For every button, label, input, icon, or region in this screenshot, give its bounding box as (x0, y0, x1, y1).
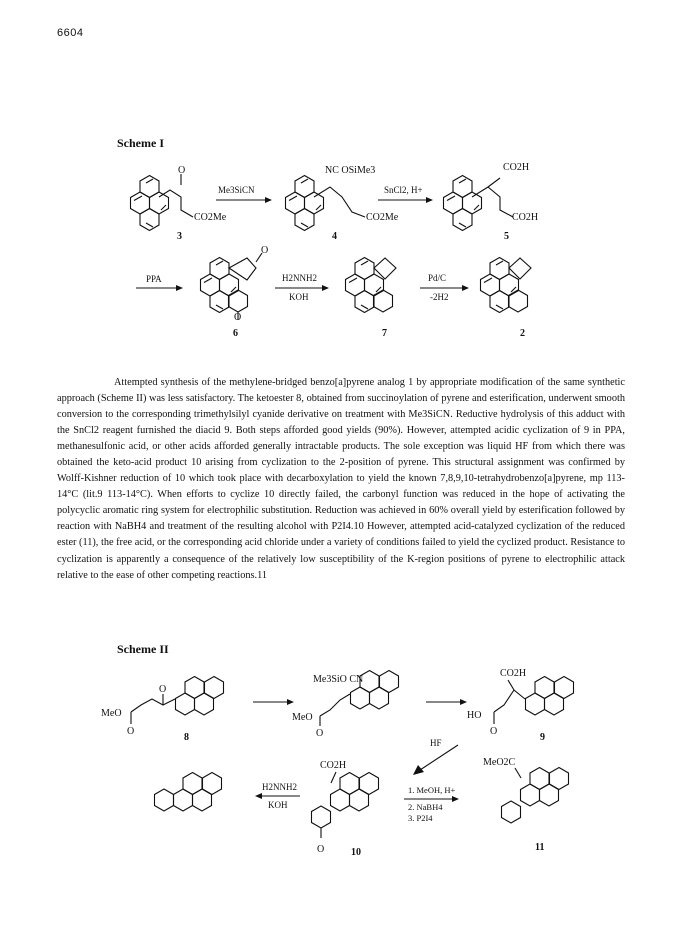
compound-3-ester: CO2Me (194, 212, 227, 223)
compound-2-structure (481, 258, 532, 313)
reagent-koh: KOH (289, 292, 309, 302)
reagent-p2i4: 3. P2I4 (408, 813, 433, 823)
scheme-2-diagram (0, 655, 680, 910)
compound-6-o-bottom: O (234, 312, 242, 323)
compound-10-structure (312, 772, 379, 838)
compound-6-o-top: O (261, 245, 269, 256)
compound-8-structure (131, 677, 224, 725)
compound-4-structure (286, 176, 366, 231)
compound-5-number: 5 (504, 231, 509, 242)
compound-3-ketone-o: O (178, 165, 186, 176)
reagent-hydrazine: H2NNH2 (282, 273, 317, 283)
reagent-me3sicn: Me3SiCN (218, 185, 255, 195)
compound-10-acid: CO2H (320, 760, 347, 771)
compound-8-number: 8 (184, 732, 189, 743)
compound-5-structure (444, 176, 514, 231)
arrow-9-to-10 (420, 745, 458, 770)
tetrahydrobenzopyrene-structure (155, 773, 222, 812)
compound-3-structure (131, 174, 194, 231)
compound-9-acid: CO2H (500, 668, 527, 679)
paragraph-text: Attempted synthesis of the methylene-bridged benzo[a]pyrene analog 1 by appropriate modification of the same synthetic approach (Scheme II) was less satisfactory. The ketoester 8, obtained from succinoylation of pyrene and esterification, underwent smooth conversion to the corresponding trimethylsilyl cyanide derivative on treatment with Me3SiCN. Reductive hydrolysis of this adduct with the SnCl2 reagent furnished the diacid 9. Both steps afforded good yields (90%). However, attempted acidic cyclization of 9 in PPA, methanesulfonic acid, or other acids afforded generally intractable products. The sole exception was liquid HF from which there was obtained the keto-acid product 10 arising from cyclization to the 2-position of pyrene. This structural assignment was confirmed by Wolff-Kishner reduction of 10 which took place with decarboxylation to yield the known 7,8,9,10-tetrahydrobenzo[a]pyrene, mp 113-14°C (lit.9 113-14°C). When efforts to cyclize 10 directly failed, the carbonyl function was reduced in the hope of activating the polycyclic aromatic ring system for electrophilic substitution. Reduction was achieved in 60% overall yield by esterification followed by reaction with NaBH4 and treatment of the resulting alcohol with P2I4.10 However, attempted acid-catalyzed cyclization of the reduced ester (11), the free acid, or the corresponding acid chloride under a variety of conditions failed to yield the cyclized product. Resistance to cyclization is apparently a consequence of the relatively low susceptibility of the K-region positions of pyrene to electrophilic attack relative to the ease of other competing reactions.11 (57, 377, 625, 581)
reagent-pdc: Pd/C (428, 273, 447, 283)
compound-11-ester: MeO2C (483, 757, 516, 768)
compound-5-acid-top: CO2H (503, 162, 530, 173)
compound-8-methoxy: MeO (101, 708, 122, 719)
tms-adduct-methoxy: MeO (292, 712, 313, 723)
scheme-2-title: Scheme II (117, 642, 169, 656)
compound-2-number: 2 (520, 328, 525, 339)
reagent-hf: HF (430, 738, 442, 748)
tms-adduct-ester-o: O (316, 728, 324, 739)
reagent-dehydrogenation: -2H2 (430, 292, 449, 302)
compound-6-number: 6 (233, 328, 238, 339)
compound-9-acid-o: O (490, 726, 498, 737)
compound-6-structure (201, 253, 263, 320)
compound-7-structure (346, 258, 397, 313)
compound-4-ester: CO2Me (366, 212, 399, 223)
compound-10-ketone-o: O (317, 844, 325, 855)
scheme-1-diagram (0, 150, 680, 345)
reagent-wk-koh: KOH (268, 800, 288, 810)
compound-5-acid-bottom: CO2H (512, 212, 539, 223)
compound-4-cyanosilyl: NC OSiMe3 (325, 165, 376, 176)
reagent-esterification: 1. MeOH, H+ (408, 785, 456, 795)
reagent-ppa: PPA (146, 274, 162, 284)
page-number: 6604 (57, 27, 84, 39)
compound-4-number: 4 (332, 231, 337, 242)
compound-8-ester-o: O (127, 726, 135, 737)
compound-9-structure (494, 677, 574, 725)
reagent-wk-hydrazine: H2NNH2 (262, 782, 297, 792)
compound-3-number: 3 (177, 231, 182, 242)
compound-7-number: 7 (382, 328, 387, 339)
compound-11-number: 11 (535, 842, 545, 853)
compound-10-number: 10 (351, 847, 361, 858)
reagent-sncl2: SnCl2, H+ (384, 185, 423, 195)
scheme-1-title: Scheme I (117, 136, 164, 150)
reagent-nabh4: 2. NaBH4 (408, 802, 443, 812)
compound-8-ketone-o: O (159, 684, 167, 695)
body-paragraph (57, 375, 625, 584)
compound-9-hydroxy: HO (467, 710, 482, 721)
tms-adduct-label: Me3SiO CN (313, 674, 364, 685)
compound-9-number: 9 (540, 732, 545, 743)
compound-11-structure (502, 768, 569, 824)
